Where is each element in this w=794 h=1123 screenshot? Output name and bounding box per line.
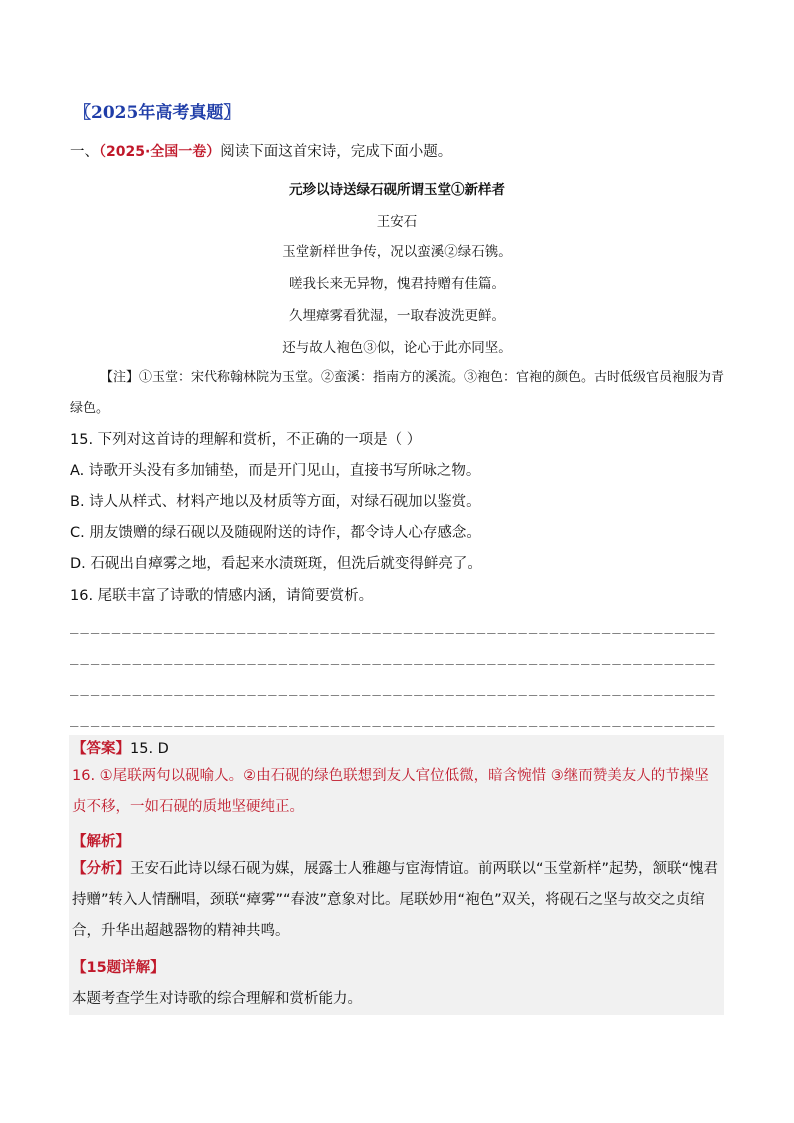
poem-note: 【注】①玉堂：宋代称翰林院为玉堂。②蛮溪：指南方的溪流。③袍色：官袍的颜色。古时低级官员袍服为青绿色。 [70, 370, 725, 416]
poem-line: 玉堂新样世争传，况以蛮溪②绿石镌。 [282, 244, 512, 260]
detail-label-text: 【15题详解】 [72, 960, 165, 976]
fenxi-text: 王安石此诗以绿石砚为媒，展露士人雅趣与宦海情谊。前两联以“玉堂新样”起势，颔联“愧君持赠”转入人情酬唱，颈联“瘴雾”“春波”意象对比。尾联妙用“袍色”双关，将砚石之坚与故交之贞绾合，升华出超越器物的精神共鸣。 [72, 861, 719, 939]
answer-15 [72, 737, 169, 758]
poem-line: 久埋瘴雾看犹湿，一取春波洗更鲜。 [289, 308, 505, 324]
question-15-stem: 15. 下列对这首诗的理解和赏析，不正确的一项是（ ） [70, 432, 422, 448]
question-prefix: 一、 [70, 144, 99, 160]
answer-15-value: 15. D [130, 741, 169, 757]
question-source: （2025·全国一卷） [99, 144, 221, 160]
question-16-stem: 16. 尾联丰富了诗歌的情感内涵，请简要赏析。 [70, 588, 374, 604]
question-intro [70, 140, 452, 161]
answer-label: 【答案】 [72, 741, 130, 757]
fenxi-label: 【分析】 [72, 861, 130, 877]
detail-label [72, 956, 165, 977]
option-d: D. 石砚出自瘴雾之地，看起来水渍斑斑，但洗后就变得鲜亮了。 [70, 556, 482, 572]
poem-title: 元珍以诗送绿石砚所谓玉堂①新样者 [289, 182, 505, 198]
poem-line: 嗟我长来无异物，愧君持赠有佳篇。 [289, 276, 505, 292]
poem-line: 还与故人袍色③似，论心于此亦同坚。 [282, 340, 512, 356]
answer-line: ______________________________________________________________ [70, 618, 717, 634]
analysis-label [72, 830, 130, 851]
answer-line: ______________________________________________________________ [70, 711, 717, 727]
detail-text: 本题考查学生对诗歌的综合理解和赏析能力。 [72, 991, 362, 1007]
question-instruction: 阅读下面这首宋诗，完成下面小题。 [220, 144, 453, 160]
fenxi-paragraph [72, 854, 722, 947]
answer-16: 16. ①尾联两句以砚喻人。②由石砚的绿色联想到友人官位低微，暗含惋惜 ③继而赞美友人的节操坚贞不移，一如石砚的质地坚硬纯正。 [72, 768, 709, 815]
answer-line: ______________________________________________________________ [70, 680, 717, 696]
option-a: A. 诗歌开头没有多加铺垫，而是开门见山，直接书写所咏之物。 [70, 463, 481, 479]
answer-line: ______________________________________________________________ [70, 649, 717, 665]
option-c: C. 朋友馈赠的绿石砚以及随砚附送的诗作，都令诗人心存感念。 [70, 525, 481, 541]
poem-author: 王安石 [376, 214, 418, 230]
option-b: B. 诗人从样式、材料产地以及材质等方面，对绿石砚加以鉴赏。 [70, 494, 481, 510]
analysis-label-text: 【解析】 [72, 834, 130, 850]
section-title: 〖2025年高考真题〗 [74, 103, 241, 123]
